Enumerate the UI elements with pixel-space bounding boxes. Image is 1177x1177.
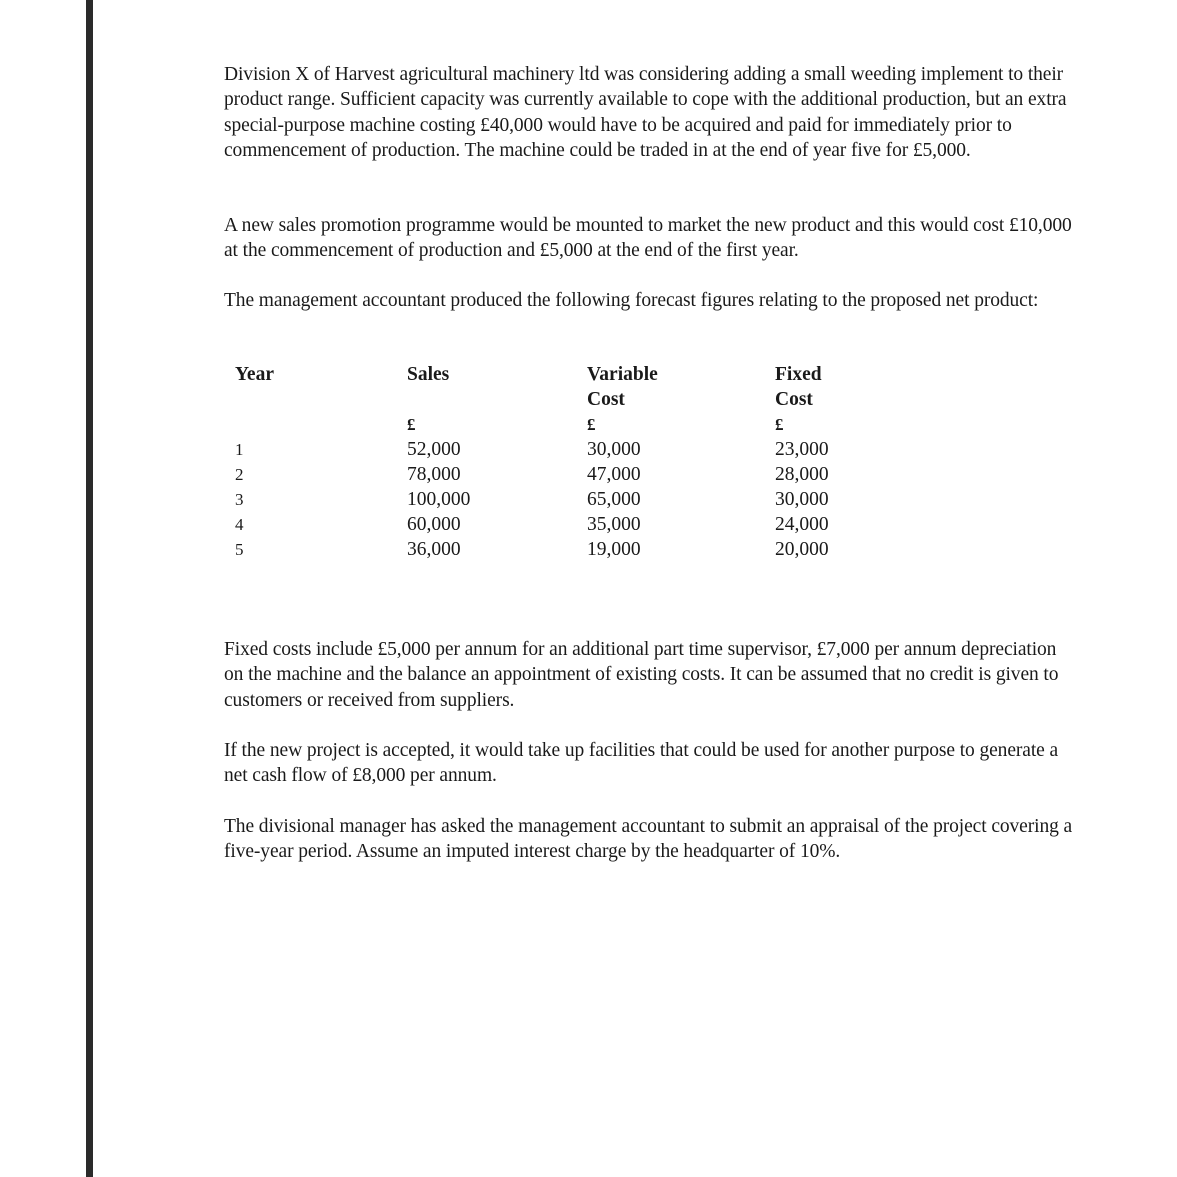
- fixed-cost-header-line1: Fixed: [775, 364, 822, 385]
- variable-cost-cell: 30,000: [587, 439, 641, 460]
- fixed-cost-unit: £: [775, 415, 784, 434]
- sales-cell: 52,000: [407, 439, 461, 460]
- forecast-intro-paragraph: The management accountant produced the following forecast figures relating to the proposed net product:: [224, 290, 1039, 311]
- year-header: Year: [235, 364, 274, 385]
- fixed-cost-cell: 28,000: [775, 464, 829, 485]
- opportunity-cost-paragraph: If the new project is accepted, it would take up facilities that could be used for another purpose to generate a net cash flow of £8,000 per annum.: [224, 740, 1059, 787]
- sales-cell: 78,000: [407, 464, 461, 485]
- year-cell: 5: [235, 540, 244, 559]
- year-cell: 1: [235, 440, 244, 459]
- sales-cell: 100,000: [407, 489, 471, 510]
- variable-cost-header-line1: Variable: [587, 364, 658, 385]
- fixed-cost-cell: 24,000: [775, 514, 829, 535]
- sales-header: Sales: [407, 364, 450, 385]
- variable-cost-unit: £: [587, 415, 596, 434]
- year-column: [235, 362, 315, 559]
- fixed-cost-cell: 30,000: [775, 489, 829, 510]
- sales-column: [407, 362, 527, 562]
- fixed-cost-header-line2: Cost: [775, 389, 813, 410]
- variable-cost-cell: 65,000: [587, 489, 641, 510]
- sales-cell: 36,000: [407, 539, 461, 560]
- fixed-cost-column: [775, 362, 895, 562]
- sales-unit: £: [407, 415, 416, 434]
- intro-paragraph: Division X of Harvest agricultural machinery ltd was considering adding a small weeding implement to their product range. Sufficient capacity was currently available to cope with the additional production, but an extra special-purpose machine costing £40,000 would have to be acquired and paid for immediately prior to commencement of production. The machine could be traded in at the end of year five for £5,000.: [224, 64, 1067, 161]
- left-border-bar: [86, 0, 93, 1177]
- year-cell: 4: [235, 515, 244, 534]
- variable-cost-cell: 19,000: [587, 539, 641, 560]
- sales-cell: 60,000: [407, 514, 461, 535]
- variable-cost-cell: 35,000: [587, 514, 641, 535]
- fixed-cost-cell: 23,000: [775, 439, 829, 460]
- promotion-paragraph: A new sales promotion programme would be mounted to market the new product and this would cost £10,000 at the commencement of production and £5,000 at the end of the first year.: [224, 215, 1072, 262]
- year-cell: 2: [235, 465, 244, 484]
- fixed-costs-paragraph: Fixed costs include £5,000 per annum for an additional part time supervisor, £7,000 per annum depreciation on the machine and the balance an appointment of existing costs. It can be assumed that no credit is given to customers or received from suppliers.: [224, 639, 1059, 711]
- fixed-cost-cell: 20,000: [775, 539, 829, 560]
- variable-cost-header-line2: Cost: [587, 389, 625, 410]
- year-cell: 3: [235, 490, 244, 509]
- appraisal-request-paragraph: The divisional manager has asked the management accountant to submit an appraisal of the project covering a five-year period. Assume an imputed interest charge by the headquarter of 10%.: [224, 816, 1073, 863]
- variable-cost-column: [587, 362, 707, 562]
- variable-cost-cell: 47,000: [587, 464, 641, 485]
